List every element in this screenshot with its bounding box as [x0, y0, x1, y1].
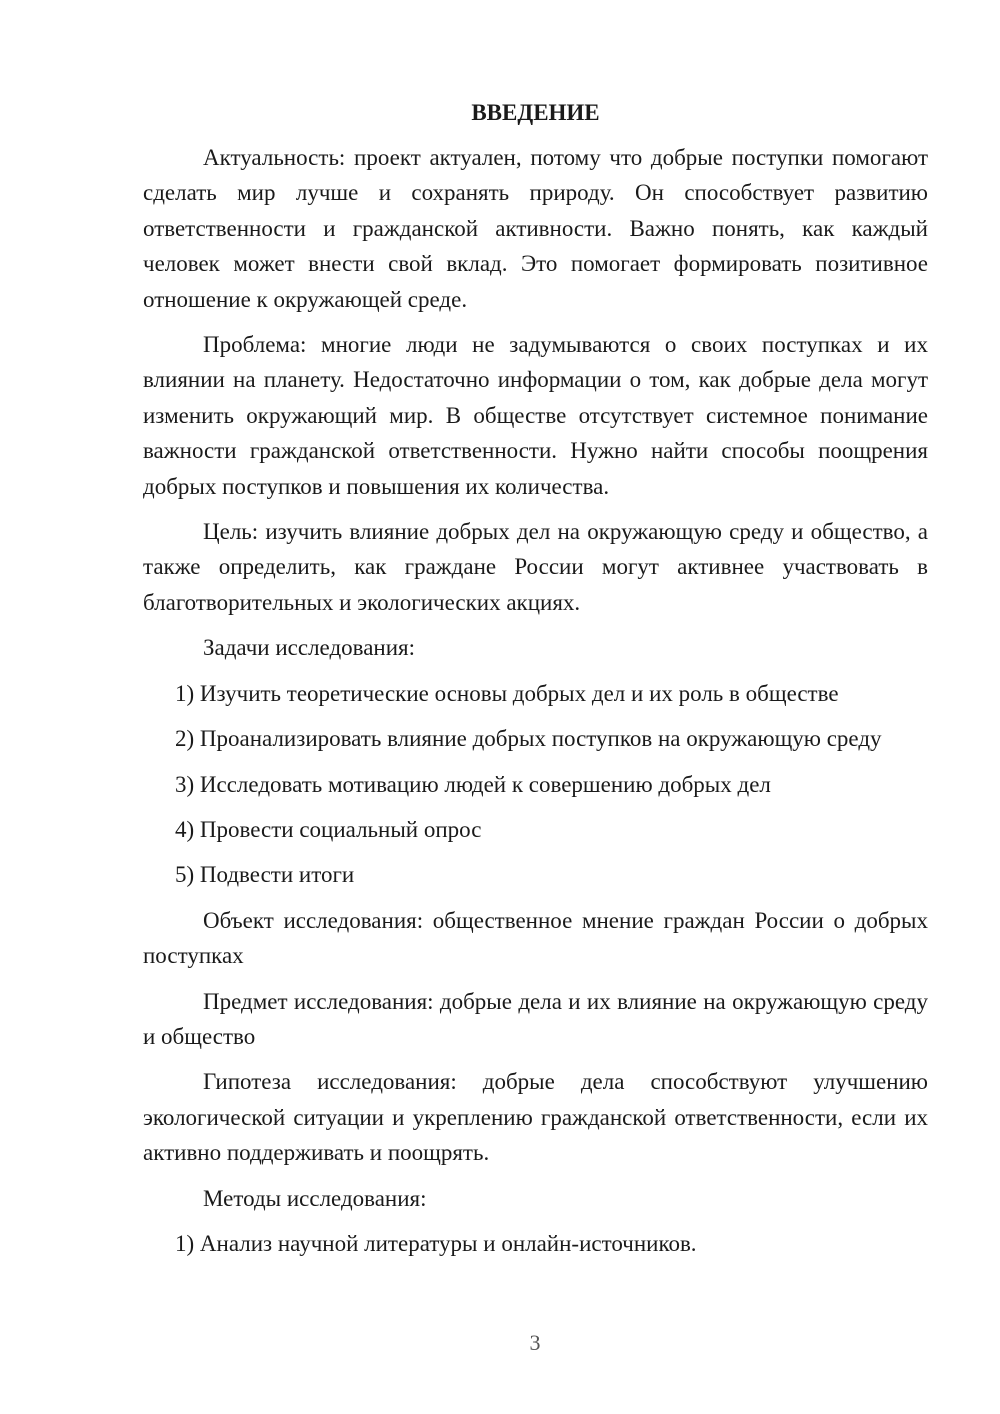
page-content [143, 95, 928, 1271]
task-item: 5) Подвести итоги [175, 862, 355, 888]
page-number: 3 [529, 1330, 541, 1355]
method-item: 1) Анализ научной литературы и онлайн-источников. [175, 1230, 697, 1256]
object-paragraph: Объект исследования: общественное мнение граждан России о добрых поступках [143, 907, 928, 969]
task-item: 2) Проанализировать влияние добрых поступков на окружающую среду [175, 726, 882, 752]
goal-paragraph: Цель: изучить влияние добрых дел на окружающую среду и общество, а также определить, как граждане России могут активнее участвовать в благотворительных и экологических акциях. [143, 519, 928, 615]
task-item: 4) Провести социальный опрос [175, 816, 482, 842]
hypothesis-paragraph: Гипотеза исследования: добрые дела способствуют улучшению экологической ситуации и укреплению гражданской ответственности, если их активно поддерживать и поощрять. [143, 1069, 928, 1166]
section-title: ВВЕДЕНИЕ [471, 100, 600, 125]
task-item: 3) Исследовать мотивацию людей к совершению добрых дел [175, 771, 771, 797]
subject-paragraph: Предмет исследования: добрые дела и их влияние на окружающую среду и общество [143, 988, 928, 1049]
task-item: 1) Изучить теоретические основы добрых дел и их роль в обществе [175, 680, 839, 706]
methods-heading: Методы исследования: [203, 1185, 427, 1211]
tasks-heading: Задачи исследования: [203, 635, 416, 661]
problem-paragraph: Проблема: многие люди не задумываются о своих поступках и их влиянии на планету. Недостаточно информации о том, как добрые дела могут изменить окружающий мир. В обществе отсутствует системное понимание важности гражданской ответственности. Нужно найти способы поощрения добрых поступков и повышения их количества. [143, 332, 928, 499]
relevance-paragraph: Актуальность: проект актуален, потому что добрые поступки помогают сделать мир лучше и сохранять природу. Он способствует развитию ответственности и гражданской активности. Важно понять, как каждый человек может внести свой вклад. Это помогает формировать позитивное отношение к окружающей среде. [143, 145, 928, 312]
